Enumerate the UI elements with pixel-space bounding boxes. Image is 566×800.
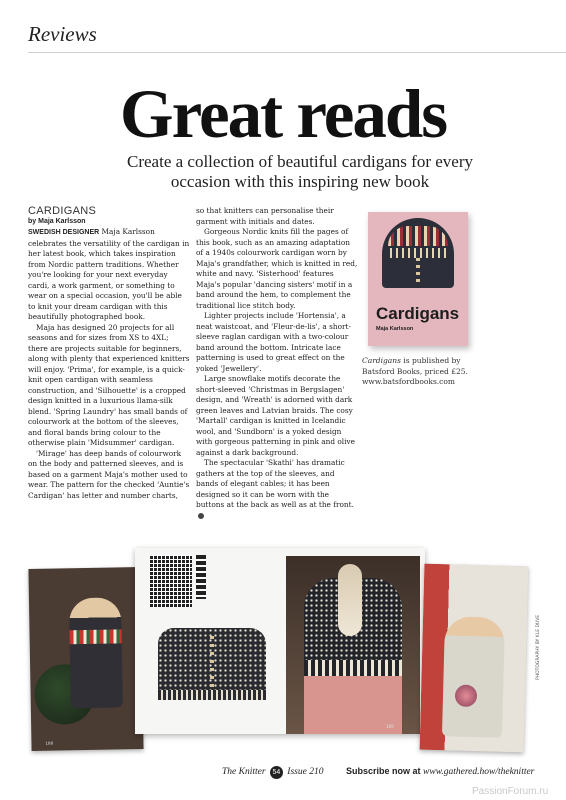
cardigan-photo <box>158 628 266 700</box>
footer-subscribe: Subscribe now at www.gathered.how/theknitter <box>346 766 535 777</box>
article-kicker: CARDIGANS <box>28 205 97 217</box>
book-cover-author: Maja Karlsson <box>376 326 414 332</box>
book-page-photo-far-right <box>420 564 529 753</box>
paragraph: 'Mirage' has deep bands of colourwork on the body and patterned sleeves, and is based on a garment Maja's mother used to wear. The pattern for the checked 'Auntie's Cardigan' has letter and number charts, <box>28 448 190 500</box>
headline: Great reads <box>119 76 447 152</box>
photo-credit: PHOTOGRAPHY BY KLE DUVE <box>536 614 541 680</box>
right-page-number: 189 <box>386 724 394 729</box>
paragraph: so that knitters can personalise their garment with initials and dates. <box>196 206 334 226</box>
watermark: PassionForum.ru <box>472 786 549 797</box>
footer-magazine: The Knitter 54 Issue 210 <box>222 767 324 777</box>
paragraph: SWEDISH DESIGNER Maja Karlsson celebrates the versatility of the cardigan in her latest book, which takes inspiration from Nordic pattern traditions. Whether you're looking for your next everyday cardi, a work garment, or something to wear on a special occasion, you'll be able to knit your dream cardigan with this beautifully photographed book. <box>28 227 190 321</box>
header-rule <box>28 52 566 53</box>
left-page-number: 188 <box>45 740 54 746</box>
book-cover-image <box>368 212 468 346</box>
article-column-1 <box>28 206 190 501</box>
paragraph: Gorgeous Nordic knits fill the pages of this book, such as an amazing adaptation of a 1940s colourwork cardigan worn by Maja's grandfather, which is knitted in red, white and navy. 'Sisterhood' features Maja's popular 'dancing sisters' motif in a band around the hem, to complement the traditional lice stitch body. <box>196 227 358 310</box>
book-caption: Cardigans is published by Batsford Books, priced £25. www.batsfordbooks.com <box>362 356 468 386</box>
paragraph: Lighter projects include 'Hortensia', a neat waistcoat, and 'Fleur-de-lis', a short-sleeve raglan cardigan with a two-colour band around the bottom. Intricate lace patterning is used to great effect on the yoked 'Jewellery'. <box>196 311 351 373</box>
standfirst: Create a collection of beautiful cardigans for every occasion with this inspiring new book <box>127 152 473 191</box>
end-mark-icon <box>198 513 204 519</box>
article-byline: by Maja Karlsson <box>28 217 86 225</box>
subscribe-link[interactable]: www.gathered.how/theknitter <box>423 767 535 777</box>
paragraph: Maja has designed 20 projects for all seasons and for sizes from XS to 4XL; there are projects suitable for beginners, along with plenty that experienced knitters will enjoy. 'Prima', for example, is a quick-knit open cardigan with seamless construction, and 'Silhouette' is a cropped design knitted in a luxurious llama-silk blend. 'Spring Laundry' has small bands of colourwork at the bottom of the sleeves, and floral bands bring colour to the otherwise plain 'Midsummer' cardigan. <box>28 322 190 447</box>
caption-book-title: Cardigans <box>362 356 401 365</box>
section-label: Reviews <box>28 22 97 46</box>
book-cover-title: Cardigans <box>376 304 460 323</box>
page-number-badge: 54 <box>270 766 283 779</box>
book-page-photo-left <box>28 567 143 751</box>
paragraph: Large snowflake motifs decorate the short-sleeved 'Christmas in Bergslagen' design, and 'Wreath' is adorned with dark green leaves and Latvian braids. The cosy 'Martall' cardigan is knitted in Icelandic wool, and 'Sundborn' is a yoked design with gorgeous patterning in pink and olive against a dark background. <box>196 374 355 457</box>
paragraph: The spectacular 'Skathi' has dramatic gathers at the top of the sleeves, and bands of elegant cables; it has been designed so it can be worn with the buttons at the back as well as at the front. <box>196 458 358 521</box>
knitting-chart-small <box>196 555 206 599</box>
knitting-chart <box>150 555 192 607</box>
article-column-2 <box>196 206 358 521</box>
caption-url: www.batsfordbooks.com <box>362 377 456 386</box>
lead-in: SWEDISH DESIGNER <box>28 229 100 236</box>
book-page-photo-right <box>286 556 420 734</box>
